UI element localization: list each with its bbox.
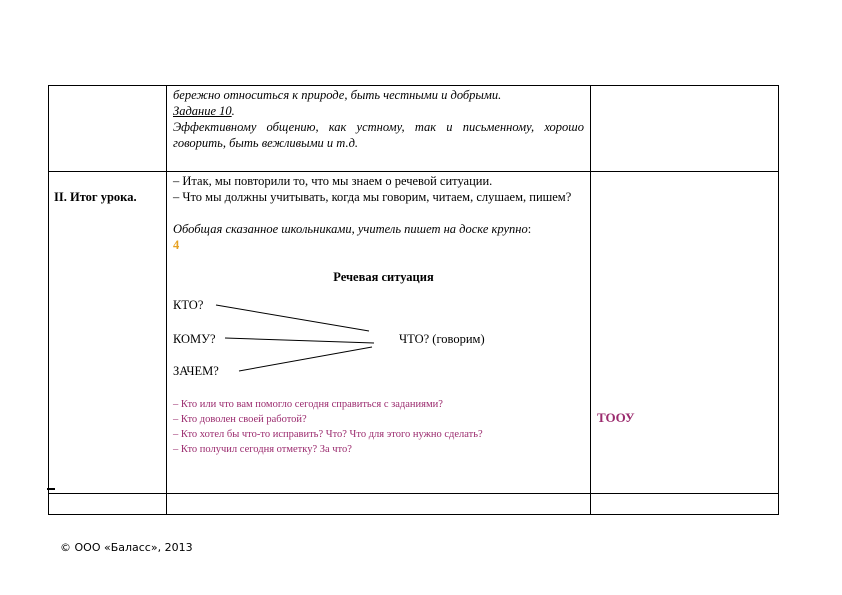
text-line <box>173 221 584 237</box>
question-item: – Кто хотел бы что-то исправить? Что? Что для этого нужно сделать? <box>173 429 483 440</box>
text-line: говорить, быть вежливыми и т.д. <box>173 136 359 150</box>
question-list <box>173 397 584 457</box>
chto-label: ЧТО? (говорим) <box>399 332 485 346</box>
lesson-table <box>48 85 779 515</box>
task-line <box>173 103 584 119</box>
stage-title: II. Итог урока. <box>54 190 137 204</box>
diagram-title: Речевая ситуация <box>333 270 434 284</box>
question-item: – Кто получил сегодня отметку? За что? <box>173 444 352 455</box>
question-item: – Кто или что вам помогло сегодня справиться с заданиями? <box>173 399 443 410</box>
kto-label: КТО? <box>173 298 204 312</box>
empty-cell <box>167 494 591 515</box>
stage-cell <box>49 172 167 494</box>
task-dot: . <box>231 104 235 118</box>
table-row <box>49 172 779 494</box>
komu-label: КОМУ? <box>173 332 216 346</box>
notes-cell <box>591 172 779 494</box>
dash-mark <box>47 488 55 490</box>
question-item: – Кто доволен своей работой? <box>173 414 307 425</box>
table-row <box>49 494 779 515</box>
notes-label: ТООУ <box>597 410 635 425</box>
arrow-line <box>216 305 369 331</box>
text-line: – Итак, мы повторили то, что мы знаем о речевой ситуации. <box>173 174 493 188</box>
teacher-note: Обобщая сказанное школьниками, учитель пишет на доске крупно <box>173 222 528 236</box>
text-line: бережно относиться к природе, быть честными и добрыми. <box>173 88 502 102</box>
colon: : <box>527 222 532 236</box>
diagram-arrows <box>173 285 593 393</box>
text-line: – Что мы должны учитывать, когда мы говорим, читаем, слушаем, пишем? <box>173 190 572 204</box>
task-label: Задание 10 <box>173 104 232 118</box>
speech-situation-diagram <box>173 285 584 393</box>
copyright-footer: © ООО «Баласс», 2013 <box>60 541 193 554</box>
zachem-label: ЗАЧЕМ? <box>173 364 219 378</box>
stage-cell <box>49 86 167 172</box>
notes-cell <box>591 86 779 172</box>
arrow-line <box>225 338 374 343</box>
content-cell <box>167 172 591 494</box>
empty-cell <box>49 494 167 515</box>
text-line: Эффективному общению, как устному, так и письменному, хорошо <box>173 120 584 134</box>
content-cell <box>167 86 591 172</box>
table-row <box>49 86 779 172</box>
arrow-line <box>239 347 372 371</box>
number-label: 4 <box>173 238 180 252</box>
empty-cell <box>591 494 779 515</box>
